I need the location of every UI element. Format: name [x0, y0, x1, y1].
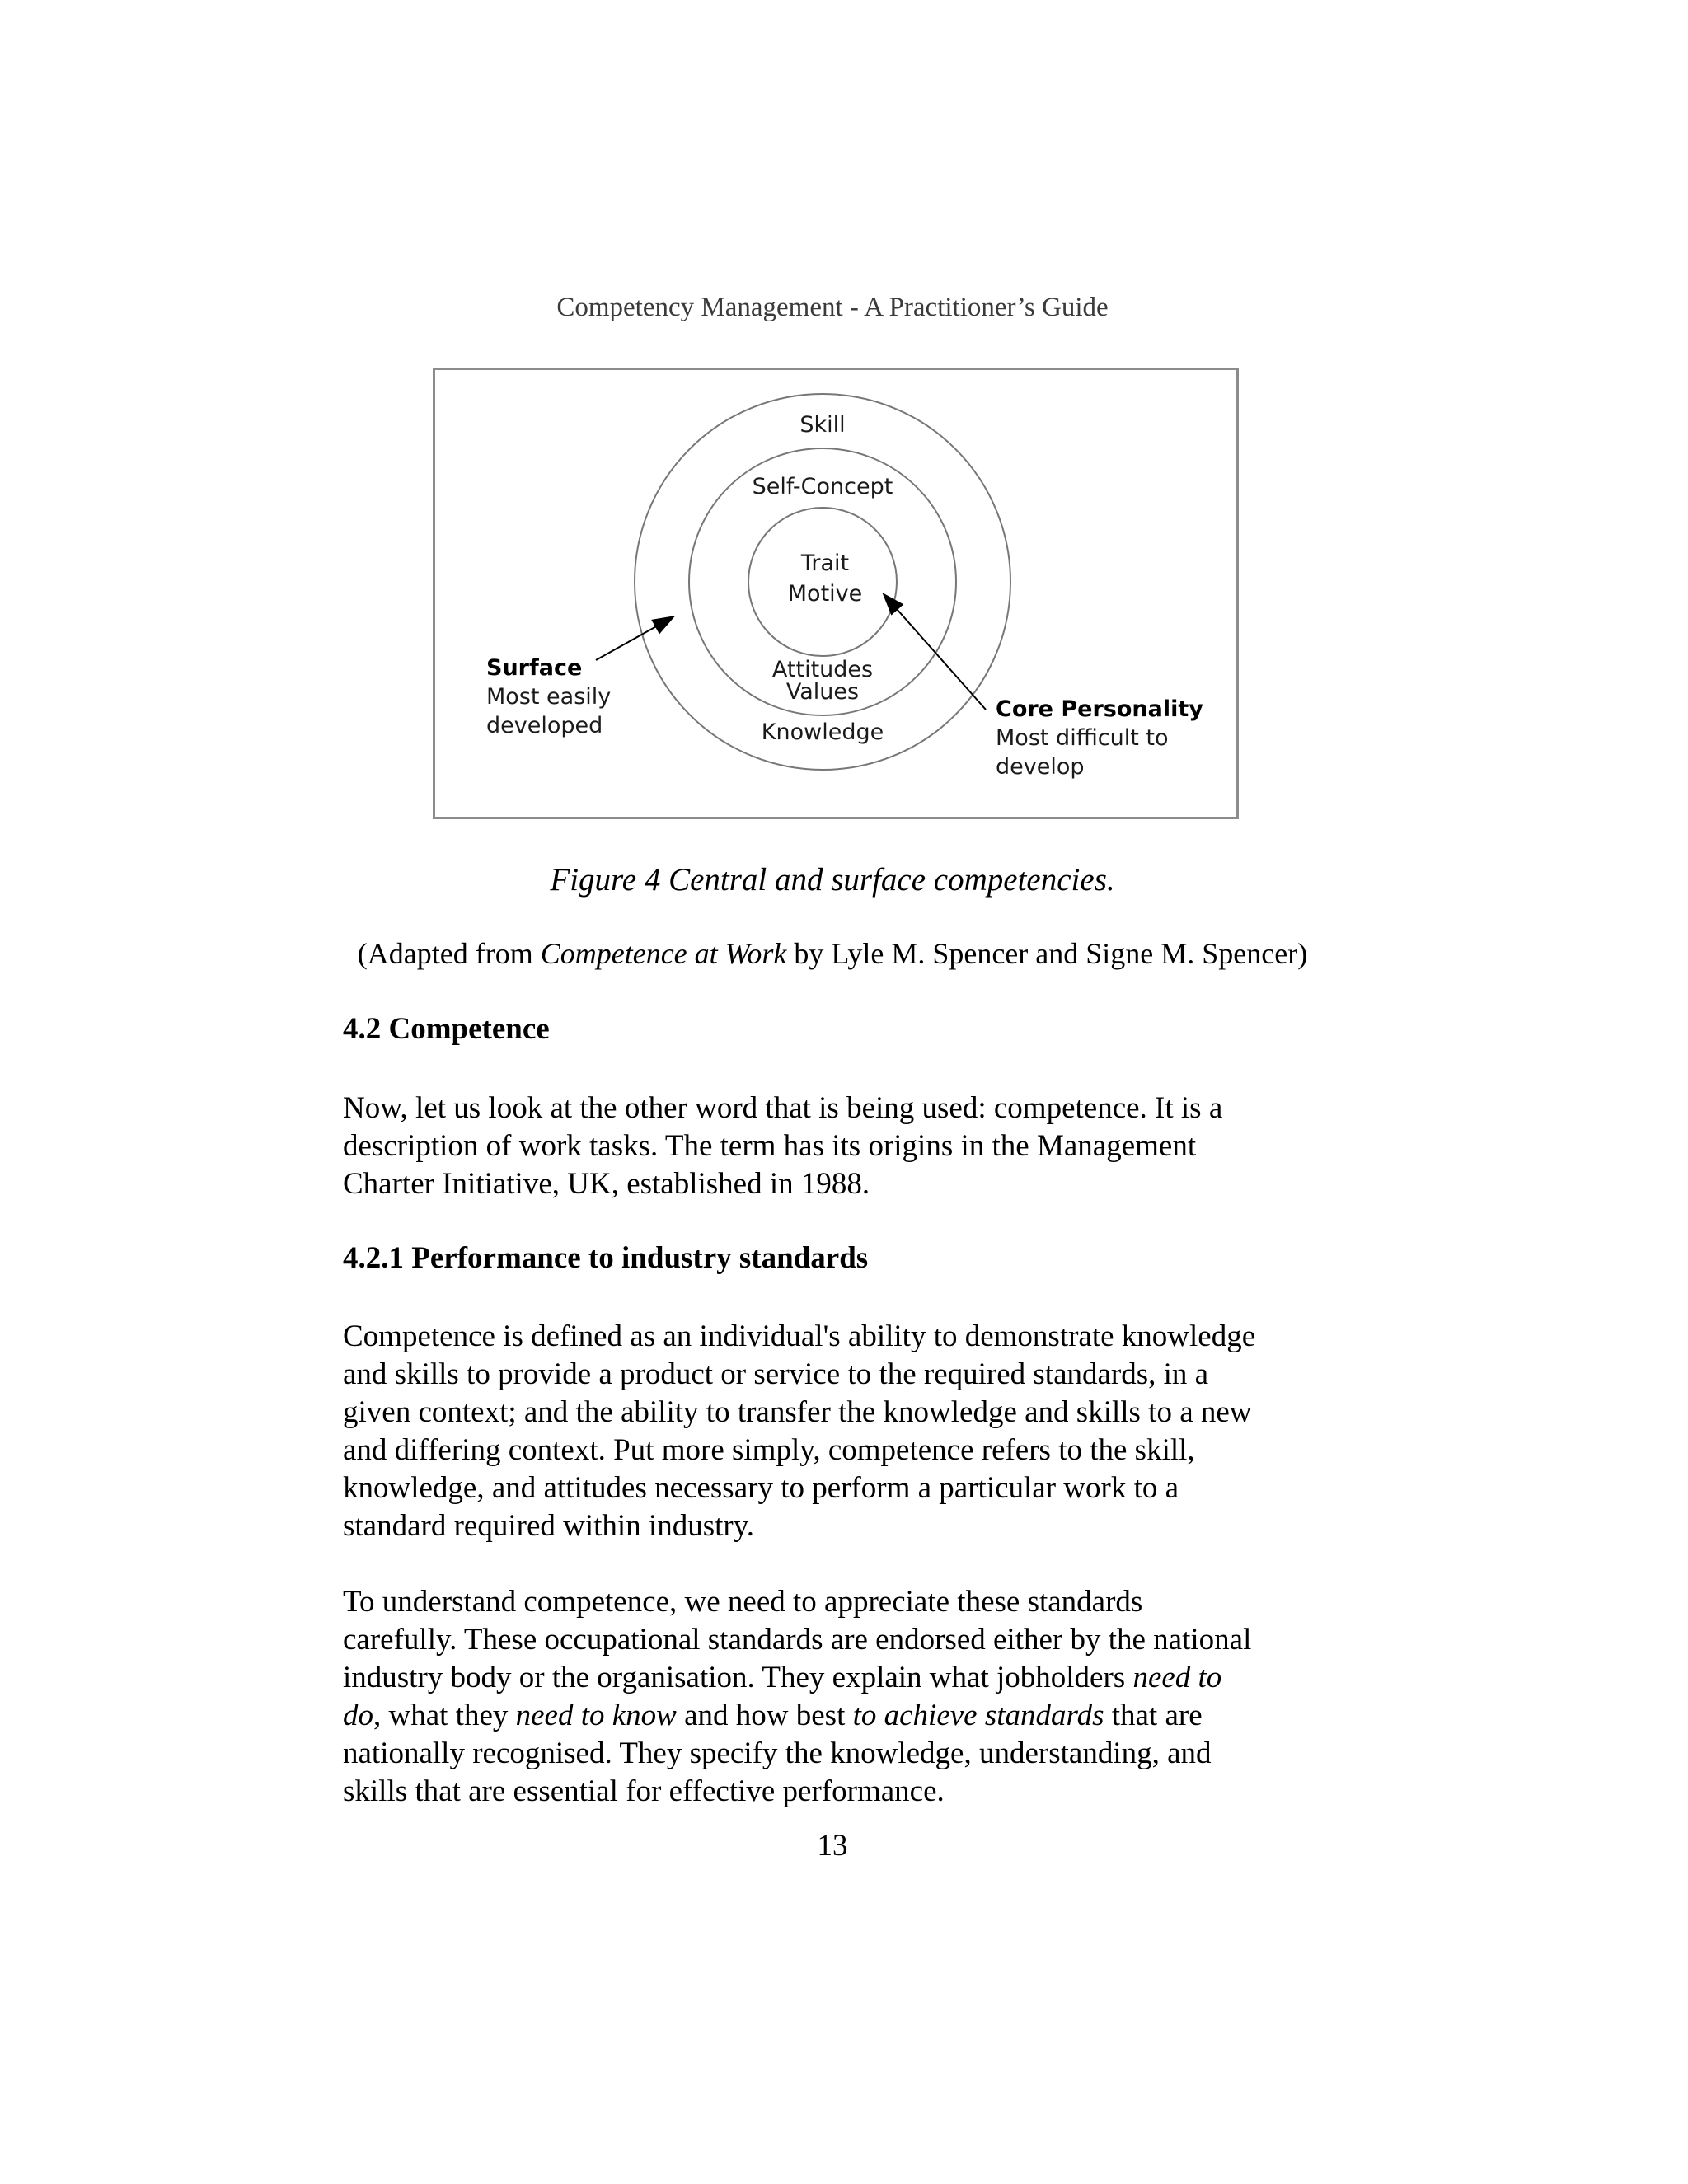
core-line2: develop: [996, 754, 1085, 780]
core-title: Core Personality: [996, 696, 1203, 722]
label-motive: Motive: [787, 581, 863, 607]
label-attitudes: Attitudes: [771, 657, 874, 682]
competency-iceberg-figure: [433, 368, 1239, 819]
section-heading-4-2: 4.2 Competence: [343, 1012, 550, 1046]
surface-line1: Most easily: [486, 684, 612, 710]
core-arrow: [884, 595, 986, 710]
surface-title: Surface: [486, 655, 583, 681]
label-knowledge: Knowledge: [761, 719, 884, 745]
label-values: Values: [785, 679, 860, 705]
label-self-concept: Self-Concept: [752, 474, 893, 499]
concentric-circles-diagram: [435, 370, 1241, 822]
surface-line2: developed: [486, 713, 603, 738]
figure-caption: Figure 4 Central and surface competencies.: [550, 862, 1115, 898]
book-title: Competence at Work: [540, 937, 787, 970]
paragraph-4-2: Now, let us look at the other word that is being used: competence. It is a description of work tasks. The term has its origins in the Management Charter Initiative, UK, established in 1988.: [343, 1091, 1223, 1201]
label-skill: Skill: [799, 412, 846, 438]
section-heading-4-2-1: 4.2.1 Performance to industry standards: [343, 1241, 869, 1275]
paragraph-standards: To understand competence, we need to appreciate these standards carefully. These occupational standards are endorsed either by the national industry body or the organisation. They explain what jobholders need to do, what they need to know and how best to achieve standards that are nationally recognised. They specify the knowledge, understanding, and skills that are essential for effective performance.: [343, 1585, 1252, 1808]
core-line1: Most difficult to: [996, 725, 1169, 751]
paragraph-competence-definition: Competence is defined as an individual's ability to demonstrate knowledge and skills to provide a product or service to the required standards, in a given context; and the ability to transfer the knowledge and skills to a new and differing context. Put more simply, competence refers to the skill, knowledge, and attitudes necessary to perform a particular work to a standard required within industry.: [343, 1319, 1256, 1543]
running-header: Competency Management - A Practitioner’s Guide: [556, 293, 1109, 322]
surface-arrow: [596, 617, 673, 660]
page-number: 13: [817, 1829, 848, 1863]
label-trait: Trait: [800, 551, 850, 576]
figure-attribution: (Adapted from Competence at Work by Lyle M. Spencer and Signe M. Spencer): [357, 937, 1308, 970]
